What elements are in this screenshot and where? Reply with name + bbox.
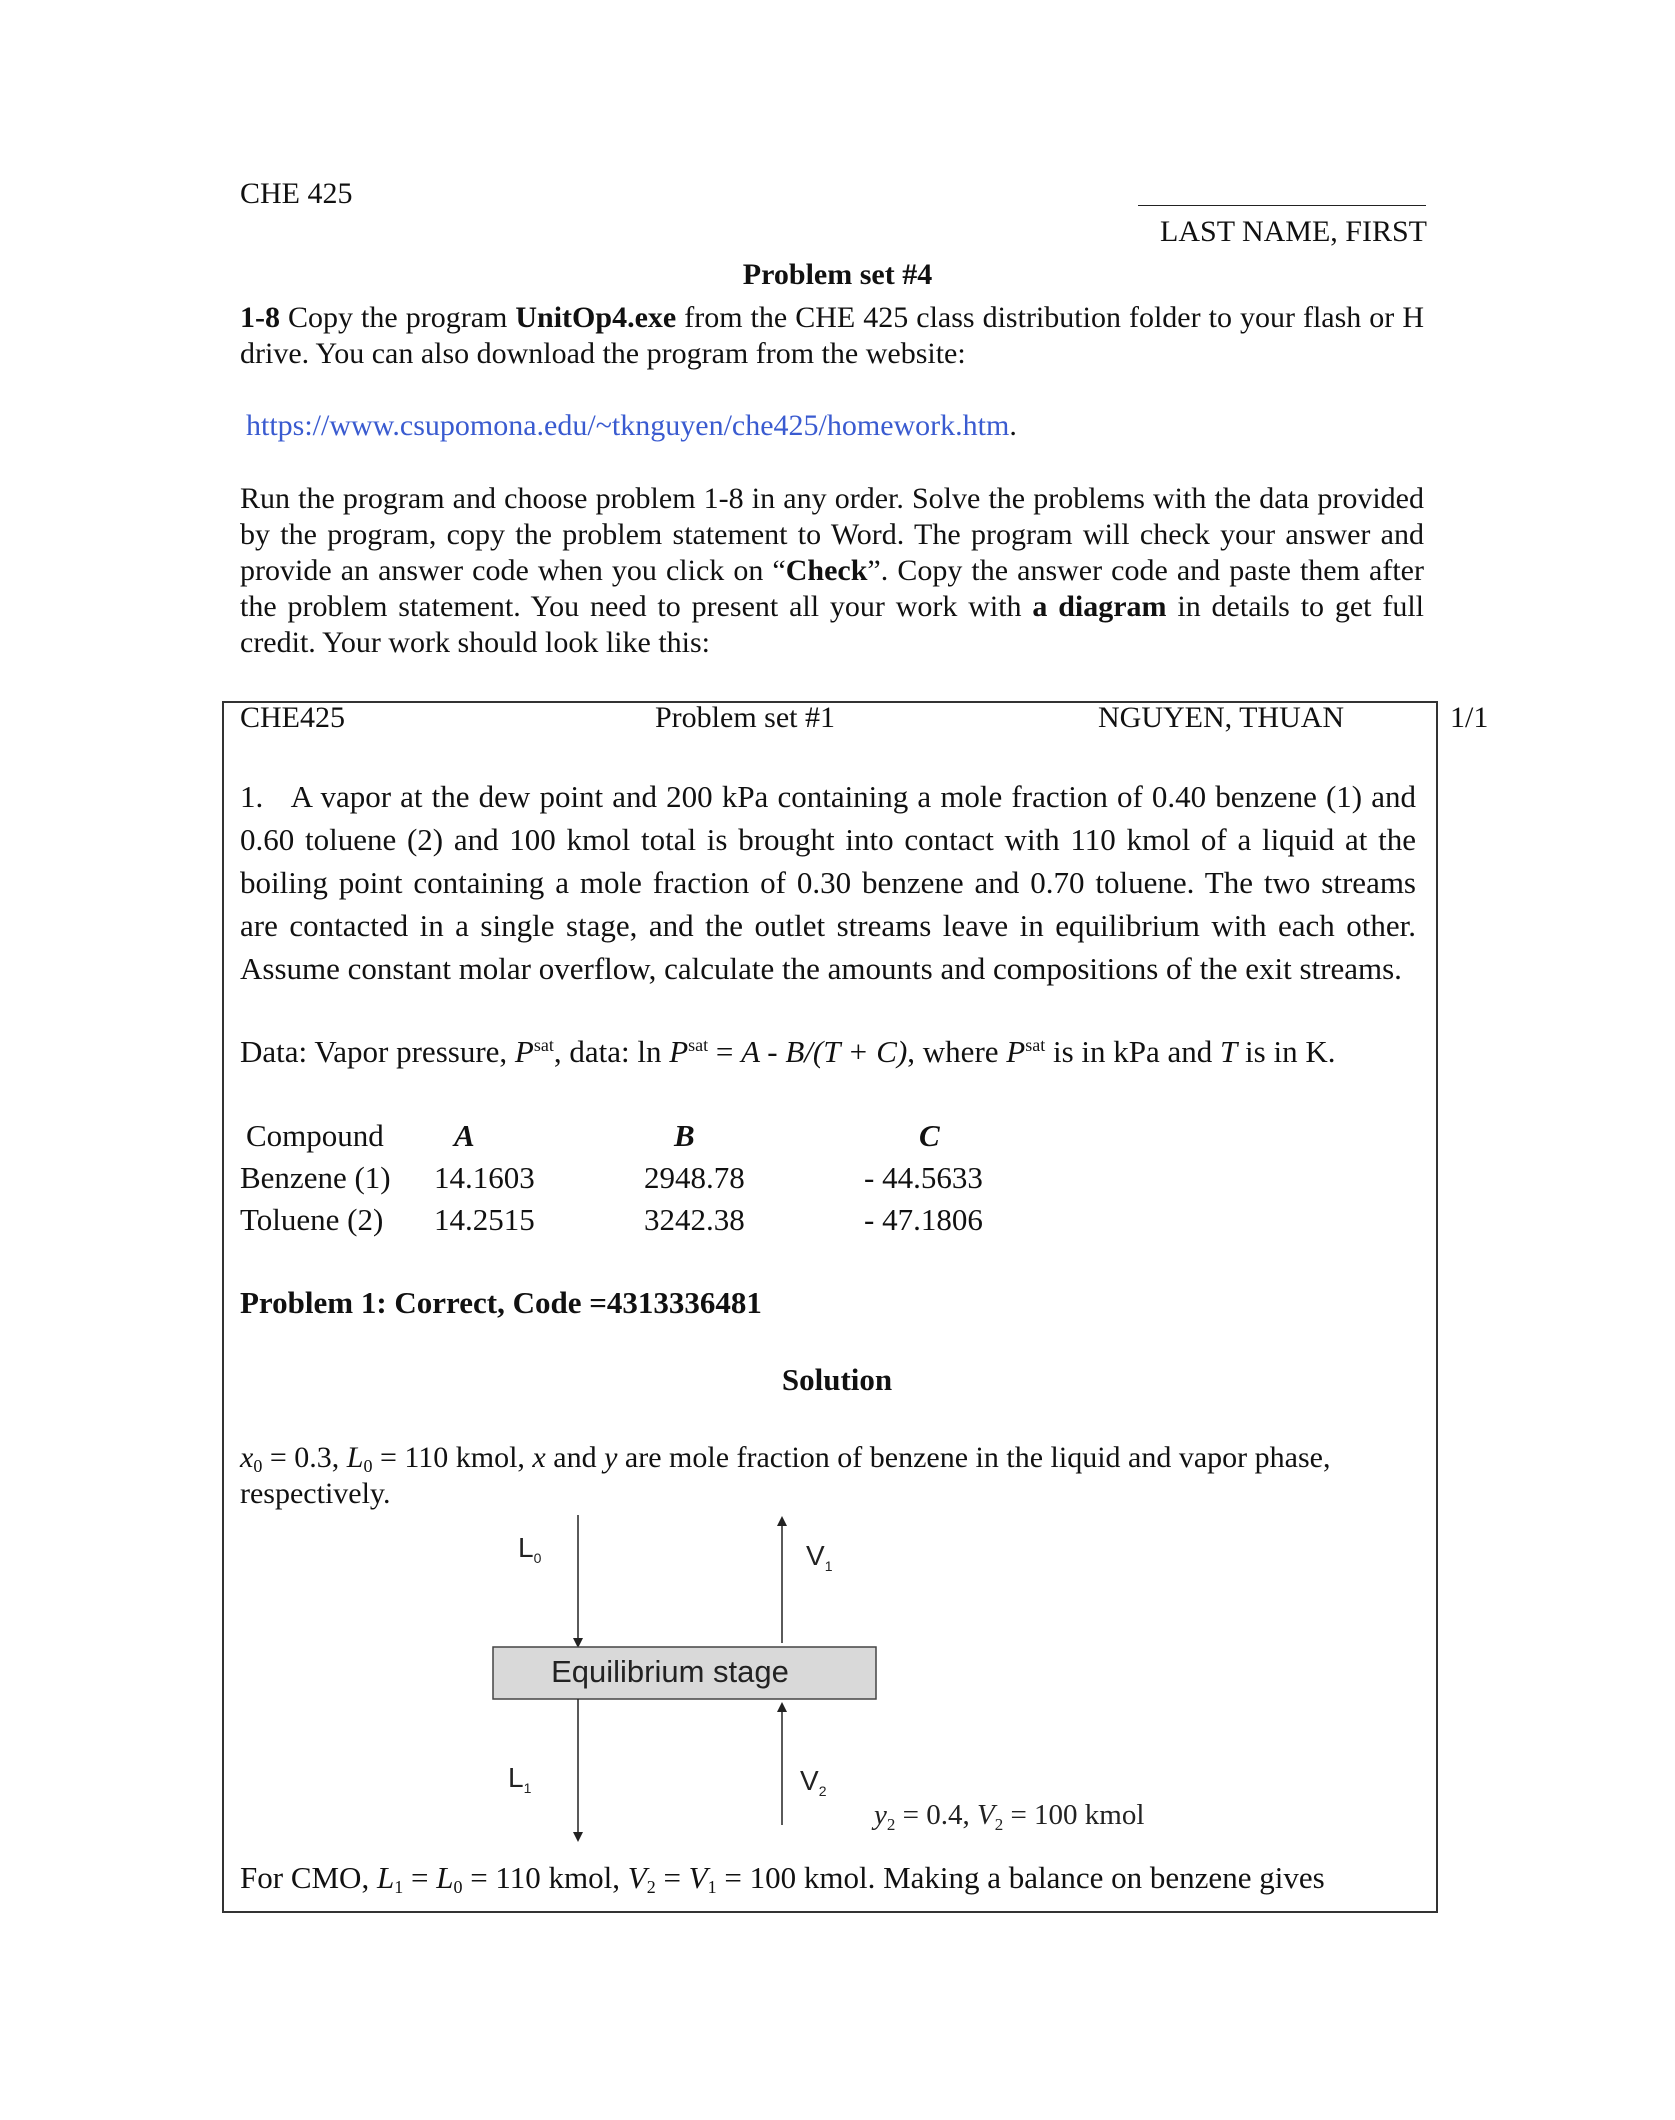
sat-superscript: sat [533, 1035, 554, 1055]
instructions-paragraph [240, 300, 1424, 372]
balance-text: For CMO, [240, 1860, 377, 1895]
result-code-line: Problem 1: Correct, Code =4313336481 [240, 1285, 762, 1320]
intro-text: are mole fraction of benzene in the liquid and vapor phase, respectively. [240, 1441, 1331, 1510]
problem-statement [240, 775, 1416, 990]
copy-text-pre: Copy the program [280, 301, 516, 334]
intro-text: = 110 kmol, [372, 1441, 533, 1474]
antoine-formula: A - B/(T + C) [741, 1034, 908, 1069]
problem-set-title: Problem set #4 [742, 258, 933, 291]
l-symbol: L [376, 1860, 395, 1895]
stage-label: Equilibrium stage [551, 1654, 789, 1689]
table-header-b: B [674, 1118, 695, 1153]
p-symbol: P [1006, 1034, 1026, 1069]
v-symbol: V [688, 1860, 708, 1895]
table-cell: 2948.78 [644, 1160, 745, 1195]
url-line [246, 408, 1017, 444]
table-cell: Benzene (1) [240, 1160, 391, 1195]
problem-body: A vapor at the dew point and 200 kPa containing a mole fraction of 0.40 benzene (1) and 0.60 toluene (2) and 100 kmol total is brought into contact with 110 kmol of a liquid at the boiling point containing a mole fraction of 0.30 benzene and 0.70 toluene. The two streams are contacted in a single stage, and the outlet streams leave in equilibrium with each other. Assume constant molar overflow, calculate the amounts and compositions of the exit streams. [240, 779, 1416, 986]
y-symbol: y [604, 1441, 618, 1474]
subscript: 0 [453, 1877, 463, 1897]
table-header-c: C [919, 1118, 940, 1153]
t-symbol: T [1220, 1034, 1238, 1069]
v1-label: $V_1$ [806, 1540, 833, 1574]
data-text: is in K. [1237, 1034, 1336, 1069]
item-number: 1-8 [240, 301, 280, 334]
table-cell: 14.1603 [434, 1160, 535, 1195]
sat-superscript: sat [1025, 1035, 1046, 1055]
balance-text: = 110 kmol, [462, 1860, 628, 1895]
data-text: Data: Vapor pressure, [240, 1034, 515, 1069]
sat-superscript: sat [688, 1035, 709, 1055]
solution-intro [240, 1440, 1430, 1512]
data-text: , data: ln [553, 1034, 670, 1069]
table-row [240, 1157, 983, 1199]
v2-label: $V_2$ [800, 1765, 827, 1799]
subscript: 2 [646, 1877, 656, 1897]
data-text: = [708, 1034, 742, 1069]
example-student-name: NGUYEN, THUAN [1098, 701, 1345, 734]
x-symbol: x [532, 1441, 546, 1474]
l-symbol: L [436, 1860, 454, 1895]
table-row [240, 1199, 983, 1241]
subscript: 0 [253, 1456, 263, 1476]
table-header-row [240, 1115, 983, 1157]
solution-heading: Solution [781, 1362, 893, 1397]
balance-text: = [403, 1860, 437, 1895]
table-cell: 3242.38 [644, 1202, 745, 1237]
table-header-compound: Compound [246, 1118, 384, 1153]
balance-text: = [655, 1860, 689, 1895]
intro-text: = 0.3, [262, 1441, 347, 1474]
diagram-word: a diagram [1032, 590, 1167, 623]
p-symbol: P [669, 1034, 689, 1069]
table-cell: 14.2515 [434, 1202, 535, 1237]
v2-annotation: $y_2 = 0.4$, $V_2 = 100$ kmol [874, 1799, 1145, 1834]
l-symbol: L [346, 1441, 364, 1474]
run-text-pre: Run the program and choose problem 1-8 in any order. Solve the problems with the data provided by the program, copy the problem statement to Word. The program will check your answer and provide an answer code when you click on “ [240, 482, 1424, 587]
url-suffix: . [1009, 409, 1017, 442]
v-symbol: V [627, 1860, 647, 1895]
program-name: UnitOp4.exe [515, 301, 677, 334]
example-title: Problem set #1 [655, 701, 835, 734]
p-symbol: P [514, 1034, 534, 1069]
subscript: 0 [363, 1456, 373, 1476]
subscript: 1 [394, 1877, 404, 1897]
copy-text-post: from the CHE 425 class distribution folder to your flash or H drive. You can also download the program from the website: [240, 301, 1424, 370]
table-cell: - 44.5633 [864, 1160, 983, 1195]
table-header-a: A [454, 1118, 475, 1153]
balance-line [240, 1860, 1325, 1896]
homework-link[interactable]: https://www.csupomona.edu/~tknguyen/che425/homework.htm [246, 409, 1010, 442]
data-text: , where [907, 1034, 1007, 1069]
name-signature-line [1138, 205, 1426, 206]
subscript: 1 [707, 1877, 717, 1897]
example-page-number: 1/1 [1450, 701, 1489, 734]
run-instructions-paragraph [240, 481, 1424, 661]
l1-label: $L_1$ [508, 1762, 532, 1796]
course-label: CHE 425 [240, 177, 353, 210]
run-text-post: in details to get full credit. Your work should look like this: [240, 590, 1425, 659]
data-formula-line [240, 1030, 1335, 1073]
x-symbol: x [240, 1441, 254, 1474]
example-course: CHE425 [240, 701, 345, 734]
table-cell: - 47.1806 [864, 1202, 983, 1237]
data-text: is in kPa and [1045, 1034, 1221, 1069]
name-label: LAST NAME, FIRST [1160, 215, 1427, 248]
table-cell: Toluene (2) [240, 1202, 384, 1237]
vapor-pressure-table [240, 1115, 983, 1241]
problem-number: 1. [240, 779, 264, 814]
l0-label: $L_0$ [518, 1532, 542, 1566]
intro-text: and [545, 1441, 605, 1474]
check-word: Check [785, 554, 868, 587]
balance-text: = 100 kmol. Making a balance on benzene gives [716, 1860, 1325, 1895]
run-text-mid: ”. Copy the answer code and paste them after the problem statement. You need to present all your work with [240, 554, 1424, 623]
equilibrium-stage-diagram [480, 1515, 1145, 1845]
